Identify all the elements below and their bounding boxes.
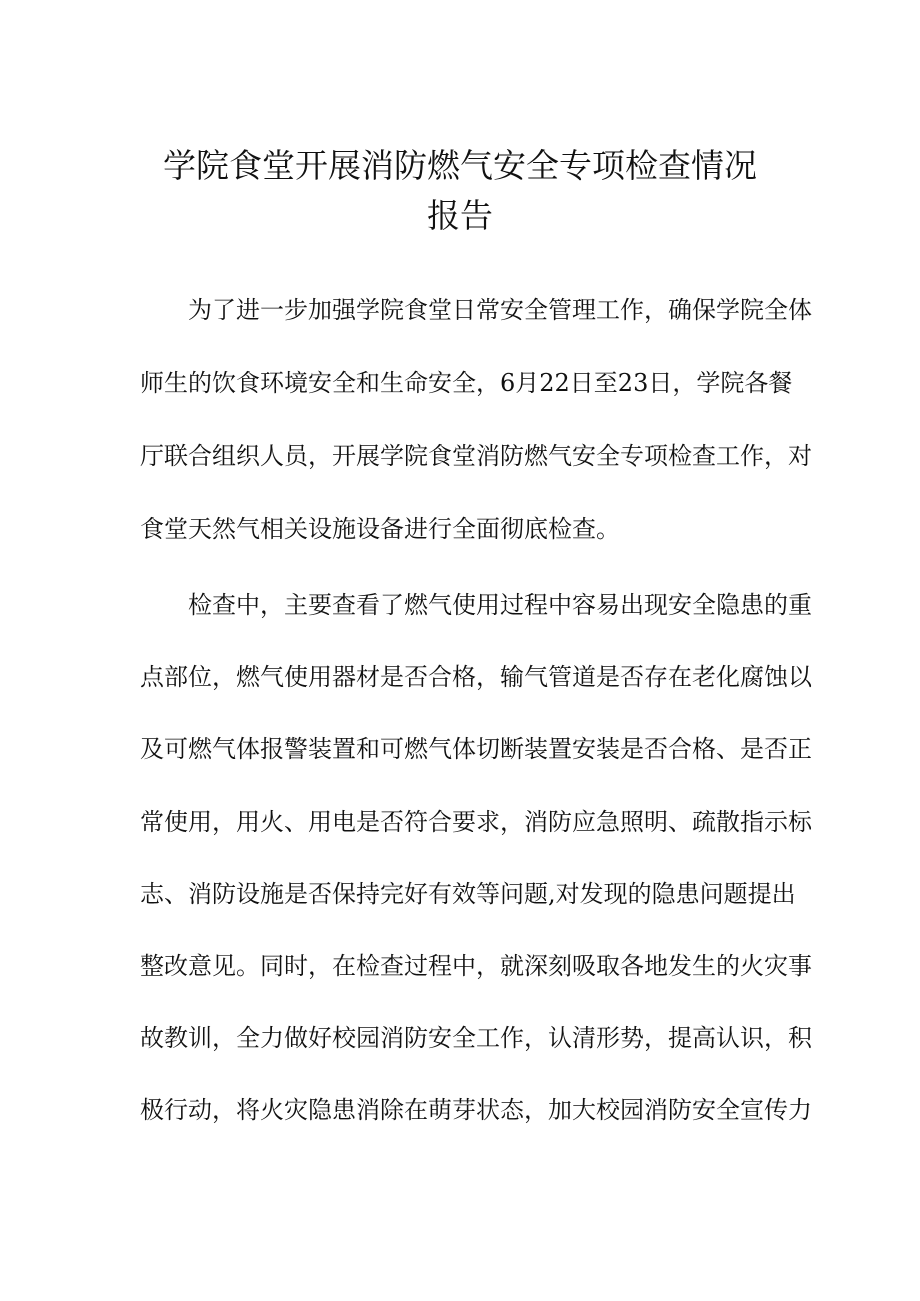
paragraph-line: 厅联合组织人员，开展学院食堂消防燃气安全专项检查工作，对: [140, 442, 812, 470]
paragraph-line: 极行动，将火灾隐患消除在萌芽状态，加大校园消防安全宣传力: [140, 1096, 812, 1125]
paragraph-1: [140, 295, 812, 587]
paragraph-line: 点部位，燃气使用器材是否合格，输气管道是否存在老化腐蚀以: [140, 663, 812, 692]
paragraph-line: 志、消防设施是否保持完好有效等问题,对发现的隐患问题提出: [140, 879, 796, 908]
paragraph-line: 故教训，全力做好校园消防安全工作，认清形势，提高认识，积: [140, 1024, 812, 1053]
paragraph-line: 食堂天然气相关设施设备进行全面彻底检查。: [140, 515, 620, 543]
paragraph-line: 及可燃气体报警装置和可燃气体切断装置安装是否合格、是否正: [140, 735, 812, 764]
paragraph-2: [140, 590, 812, 1168]
paragraph-line: 师生的饮食环境安全和生命安全，6月22日至23日，学院各餐: [140, 369, 793, 397]
paragraph-line: 为了进一步加强学院食堂日常安全管理工作，确保学院全体: [188, 296, 812, 324]
paragraph-line: 整改意见。同时，在检查过程中，就深刻吸取各地发生的火灾事: [140, 951, 812, 980]
paragraph-line: 常使用，用火、用电是否符合要求，消防应急照明、疏散指示标: [140, 807, 812, 836]
paragraph-line: 检查中，主要查看了燃气使用过程中容易出现安全隐患的重: [188, 591, 812, 619]
document-title-line-1: 学院食堂开展消防燃气安全专项检查情况: [163, 146, 757, 185]
document-title-line-2: 报告: [427, 196, 493, 235]
